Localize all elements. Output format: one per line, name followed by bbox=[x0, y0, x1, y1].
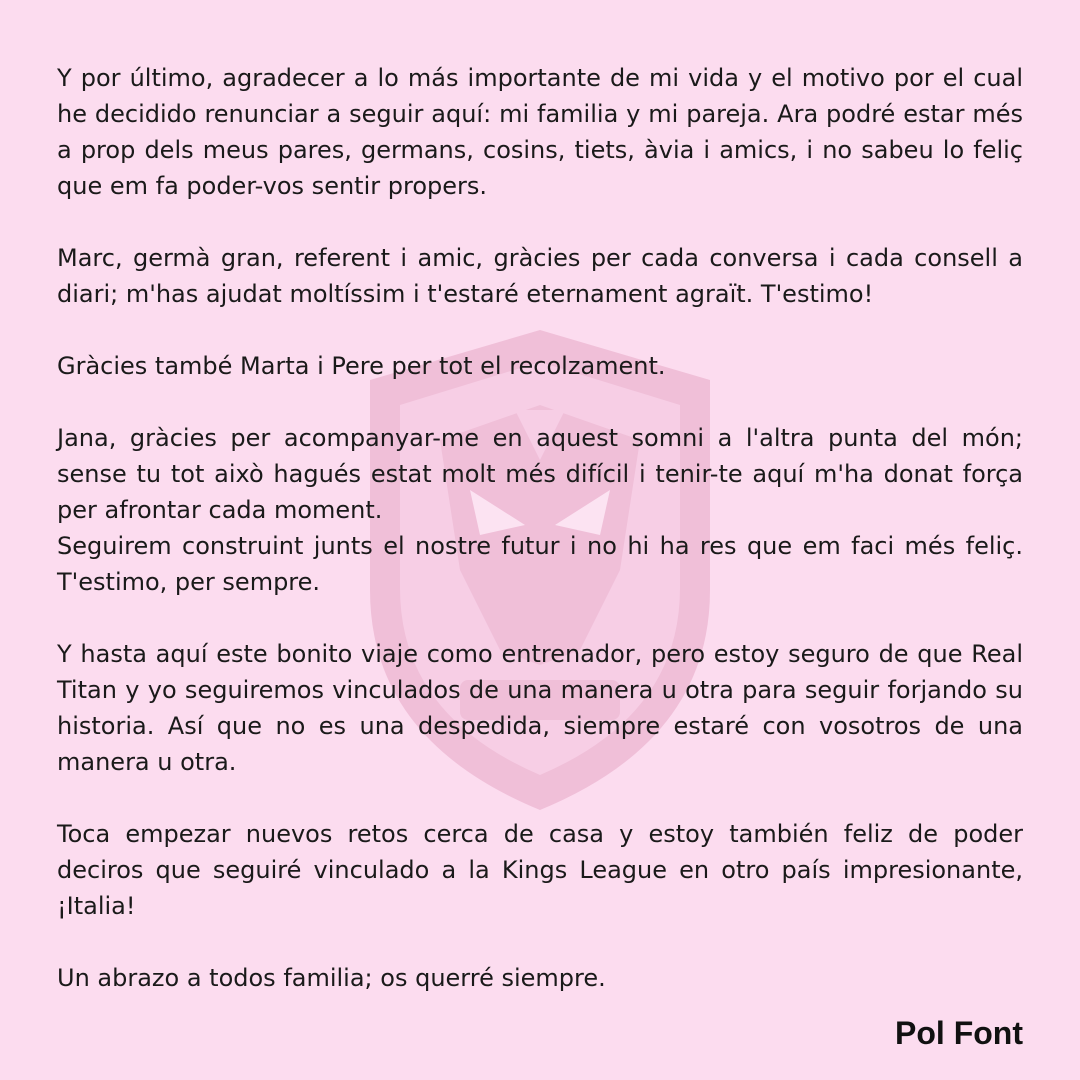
paragraph-marta-pere: Gràcies també Marta i Pere per tot el recolzament. bbox=[57, 352, 666, 380]
paragraph-jana: Jana, gràcies per acompanyar-me en aquest somni a l'altra punta del món; sense tu tot això hagués estat molt més difícil i tenir-te aquí m'ha donat força per afrontar cada moment. bbox=[57, 424, 1023, 524]
letter-body bbox=[57, 60, 1023, 996]
paragraph-abrazo: Un abrazo a todos familia; os querré siempre. bbox=[57, 964, 606, 992]
paragraph-marc: Marc, germà gran, referent i amic, gràcies per cada conversa i cada consell a diari; m'has ajudat moltíssim i t'estaré eternament agraït. T'estimo! bbox=[57, 244, 1023, 308]
paragraph-italia: Toca empezar nuevos retos cerca de casa y estoy también feliz de poder deciros que seguiré vinculado a la Kings League en otro país impresionante, ¡Italia! bbox=[57, 820, 1023, 920]
signature: Pol Font bbox=[895, 1015, 1023, 1051]
paragraph-real-titan: Y hasta aquí este bonito viaje como entrenador, pero estoy seguro de que Real Titan y yo seguiremos vinculados de una manera u otra para seguir forjando su historia. Así que no es una despedida, siempre estaré con vosotros de una manera u otra. bbox=[57, 640, 1023, 776]
paragraph-futur: Seguirem construint junts el nostre futur i no hi ha res que em faci més feliç. T'estimo, per sempre. bbox=[57, 532, 1023, 596]
paragraph-familia: Y por último, agradecer a lo más importante de mi vida y el motivo por el cual he decidido renunciar a seguir aquí: mi familia y mi pareja. Ara podré estar més a prop dels meus pares, germans, cosins, tiets, àvia i amics, i no sabeu lo feliç que em fa poder-vos sentir propers. bbox=[57, 64, 1023, 200]
